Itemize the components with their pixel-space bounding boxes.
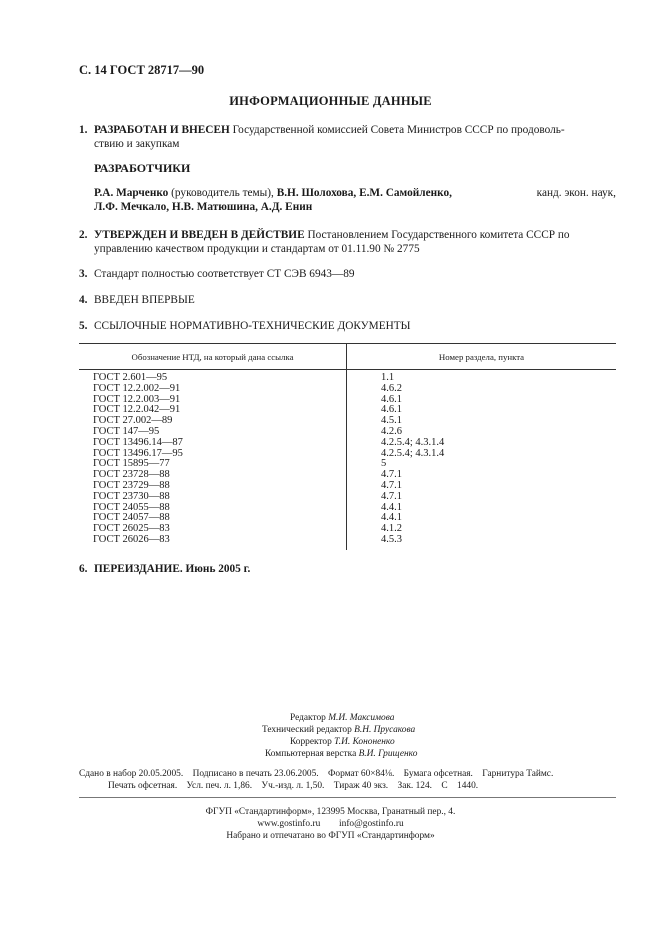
item-6-bold: ПЕРЕИЗДАНИЕ.: [94, 563, 183, 575]
item-4-text: ВВЕДЕН ВПЕРВЫЕ: [94, 294, 195, 306]
cell-document: ГОСТ 12.2.002—91: [79, 384, 347, 395]
publisher-line-1: ФГУП «Стандартинформ», 123995 Москва, Гранатный пер., 4.: [205, 807, 456, 817]
cell-document: ГОСТ 12.2.042—91: [79, 405, 347, 416]
cell-document: ГОСТ 23730—88: [79, 492, 347, 503]
cell-section: 4.1.2: [381, 523, 402, 535]
item-3-number: 3.: [79, 268, 88, 280]
table-row: [79, 384, 616, 395]
cell-section: 4.7.1: [381, 479, 402, 491]
imprint-line-1: Сдано в набор 20.05.2005. Подписано в печать 23.06.2005. Формат 60×84⅛. Бумага офсетная. Гарнитура Таймс.: [79, 769, 554, 779]
item-6: [79, 562, 616, 576]
page-header: С. 14 ГОСТ 28717—90: [79, 63, 205, 77]
cell-section: 4.4.1: [381, 512, 402, 524]
credit-tech-label: Технический редактор: [262, 725, 355, 735]
credit-editor-label: Редактор: [290, 713, 329, 723]
table-row: [79, 492, 616, 503]
cell-document: ГОСТ 15895—77: [79, 459, 347, 470]
cell-section: 1.1: [381, 372, 395, 383]
developers-heading: РАЗРАБОТЧИКИ: [94, 161, 191, 175]
table-row: [79, 535, 616, 550]
cell-document: ГОСТ 26025—83: [79, 524, 347, 535]
cell-section: 4.7.1: [381, 469, 402, 481]
item-6-number: 6.: [79, 563, 88, 575]
item-1-line2: ствию и закупкам: [94, 138, 180, 150]
credit-editor: [290, 712, 661, 724]
cell-document: ГОСТ 24057—88: [79, 513, 347, 524]
credit-proof: [290, 736, 661, 748]
cell-section: 4.2.5.4; 4.3.1.4: [381, 447, 445, 459]
table-row: [79, 416, 616, 427]
cell-document: ГОСТ 12.2.003—91: [79, 395, 347, 406]
credit-tech: [262, 724, 661, 736]
dev-name-1: Р.А. Марченко: [94, 187, 169, 199]
item-2-number: 2.: [79, 229, 88, 241]
item-6-text: Июнь 2005 г.: [182, 563, 251, 575]
cell-document: ГОСТ 23728—88: [79, 470, 347, 481]
cell-document: ГОСТ 13496.17—95: [79, 449, 347, 460]
page-title: ИНФОРМАЦИОННЫЕ ДАННЫЕ: [229, 94, 432, 108]
cell-document: ГОСТ 23729—88: [79, 481, 347, 492]
cell-section: 4.5.3: [381, 533, 402, 545]
dev-role: (руководитель темы),: [168, 187, 277, 199]
credit-proof-name: Т.И. Кононенко: [334, 737, 395, 747]
credit-proof-label: Корректор: [290, 737, 335, 747]
cell-document: ГОСТ 2.601—95: [79, 370, 347, 384]
credit-layout: [265, 748, 661, 760]
cell-document: ГОСТ 26026—83: [79, 535, 347, 550]
credit-editor-name: М.И. Максимова: [328, 713, 395, 723]
cell-document: ГОСТ 24055—88: [79, 503, 347, 514]
item-5-number: 5.: [79, 320, 88, 332]
cell-document: ГОСТ 27.002—89: [79, 416, 347, 427]
cell-section: 4.6.1: [381, 404, 402, 416]
imprint-line-2: Печать офсетная. Усл. печ. л. 1,86. Уч.-изд. л. 1,50. Тираж 40 экз. Зак. 124. С 1440.: [108, 781, 479, 791]
item-5-text: ССЫЛОЧНЫЕ НОРМАТИВНО-ТЕХНИЧЕСКИЕ ДОКУМЕНТЫ: [94, 320, 411, 332]
references-table-body: [79, 370, 616, 550]
cell-section: 4.6.2: [381, 382, 402, 394]
cell-section: 5: [381, 458, 387, 470]
dev-degree: канд. экон. наук,: [536, 187, 616, 199]
credit-tech-name: В.Н. Прусакова: [354, 725, 416, 735]
item-2-line2: управлению качеством продукции и стандартам от 01.11.90 № 2775: [94, 243, 420, 255]
table-row: [79, 370, 616, 384]
item-1-number: 1.: [79, 124, 88, 136]
item-2: [79, 228, 616, 256]
cell-section: 4.2.6: [381, 425, 402, 437]
credit-layout-label: Компьютерная верстка: [265, 749, 359, 759]
developers-list: [94, 186, 616, 214]
cell-section: 4.4.1: [381, 501, 402, 513]
item-3-text: Стандарт полностью соответствует СТ СЭВ 6943—89: [94, 268, 355, 280]
col-header-section: Номер раздела, пункта: [347, 344, 617, 370]
cell-section: 4.2.5.4; 4.3.1.4: [381, 436, 445, 448]
dev-line-2: Л.Ф. Мечкало, Н.В. Матюшина, А.Д. Енин: [94, 201, 313, 213]
cell-document: ГОСТ 13496.14—87: [79, 438, 347, 449]
cell-section: 4.5.1: [381, 415, 402, 427]
credit-layout-name: В.И. Грищенко: [358, 749, 418, 759]
references-table: [79, 343, 616, 550]
col-header-document: Обозначение НТД, на который дана ссылка: [79, 344, 347, 370]
cell-section: 4.6.1: [381, 393, 402, 405]
item-4: [79, 293, 616, 307]
publisher-line-3: Набрано и отпечатано во ФГУП «Стандартинформ»: [226, 831, 435, 841]
item-2-text: Постановлением Государственного комитета СССР по: [304, 229, 570, 241]
publisher-line-2: www.gostinfo.ru info@gostinfo.ru: [257, 819, 404, 829]
item-4-number: 4.: [79, 294, 88, 306]
item-1: [79, 123, 616, 151]
item-1-bold: РАЗРАБОТАН И ВНЕСЕН: [94, 124, 230, 136]
item-3: [79, 267, 616, 281]
item-1-text: Государственной комиссией Совета Министров СССР по продоволь-: [229, 124, 565, 136]
dev-names-2: В.Н. Шолохова, Е.М. Самойленко,: [276, 187, 452, 199]
cell-document: ГОСТ 147—95: [79, 427, 347, 438]
divider: [79, 797, 616, 798]
table-row: [79, 438, 616, 449]
item-2-bold: УТВЕРЖДЕН И ВВЕДЕН В ДЕЙСТВИЕ: [94, 229, 305, 241]
cell-section: 4.7.1: [381, 490, 402, 502]
item-5: [79, 319, 616, 333]
